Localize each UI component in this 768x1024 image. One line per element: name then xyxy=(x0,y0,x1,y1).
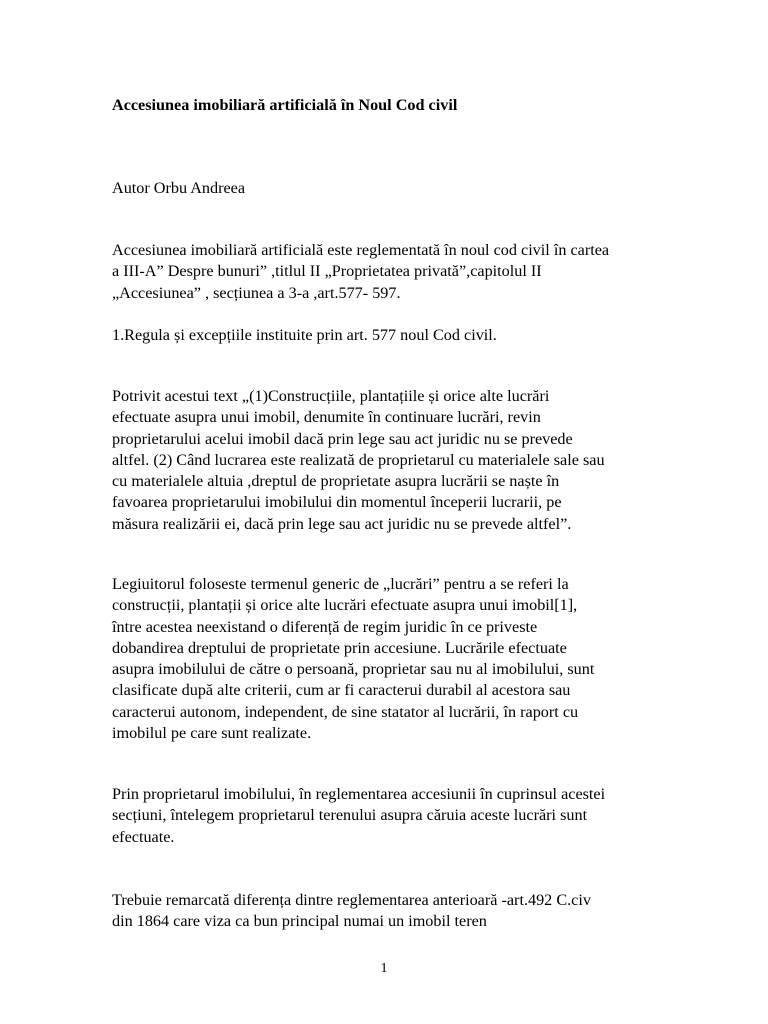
paragraph-owner xyxy=(112,784,672,848)
paragraph-intro xyxy=(112,240,672,304)
paragraph-line: construcții, plantații și orice alte lucrări efectuate asupra unui imobil[1], xyxy=(112,596,578,615)
paragraph-line: secțiuni, întelegem proprietarul terenului asupra căruia aceste lucrări sunt xyxy=(112,806,588,825)
paragraph-line: altfel. (2) Când lucrarea este realizată de proprietarul cu materialele sale sau xyxy=(112,450,605,469)
paragraph-difference xyxy=(112,890,672,933)
paragraph-line: din 1864 care viza ca bun principal numai un imobil teren xyxy=(112,912,487,931)
document-author: Autor Orbu Andreea xyxy=(112,179,246,197)
paragraph-line: măsura realizării ei, dacă prin lege sau act juridic nu se prevede altfel”. xyxy=(112,514,572,533)
document-title: Accesiunea imobiliară artificială în Noul Cod civil xyxy=(112,96,458,114)
paragraph-line: Potrivit acestui text „(1)Construcțiile, plantațiile și orice alte lucrări xyxy=(112,387,550,405)
paragraph-line: favoarea proprietarului imobilului din momentul începerii lucrarii, pe xyxy=(112,493,562,512)
paragraph-line: Prin proprietarul imobilului, în reglementarea accesiunii în cuprinsul acestei xyxy=(112,785,606,803)
paragraph-line: a III-A” Despre bunuri” ,titlul II „Proprietatea privată”,capitolul II xyxy=(112,262,542,281)
paragraph-line: Accesiunea imobiliară artificială este reglementată în noul cod civil în cartea xyxy=(112,241,610,259)
paragraph-quote xyxy=(112,386,672,535)
paragraph-line: clasificate după alte criterii, cum ar fi caracterui durabil al acestora sau xyxy=(112,681,571,700)
paragraph-line: imobilul pe care sunt realizate. xyxy=(112,724,312,743)
paragraph-line: proprietarului acelui imobil dacă prin lege sau act juridic nu se prevede xyxy=(112,429,573,448)
paragraph-line: dobandirea dreptului de proprietate prin accesiune. Lucrările efectuate xyxy=(112,638,567,657)
section-heading: 1.Regula și excepțiile instituite prin art. 577 noul Cod civil. xyxy=(112,326,497,344)
paragraph-line: caracterui autonom, independent, de sine statator al lucrării, în raport cu xyxy=(112,702,579,721)
paragraph-line: Legiuitorul foloseste termenul generic de „lucrări” pentru a se referi la xyxy=(112,575,569,593)
paragraph-line: cu materialele altuia ,dreptul de proprietate asupra lucrării se naște în xyxy=(112,472,560,491)
paragraph-line: între acestea neexistand o diferență de regim juridic în ce priveste xyxy=(112,617,538,636)
paragraph-line: efectuate. xyxy=(112,827,175,846)
paragraph-line: Trebuie remarcată diferența dintre reglementarea anterioară -art.492 C.civ xyxy=(112,891,591,909)
paragraph-line: asupra imobilului de către o persoană, proprietar sau nu al imobilului, sunt xyxy=(112,660,595,679)
paragraph-legislator xyxy=(112,574,672,744)
paragraph-line: efectuate asupra unui imobil, denumite în continuare lucrări, revin xyxy=(112,408,541,427)
paragraph-line: „Accesiunea” , secțiunea a 3-a ,art.577- 597. xyxy=(112,283,401,302)
page-number: 1 xyxy=(380,961,388,976)
